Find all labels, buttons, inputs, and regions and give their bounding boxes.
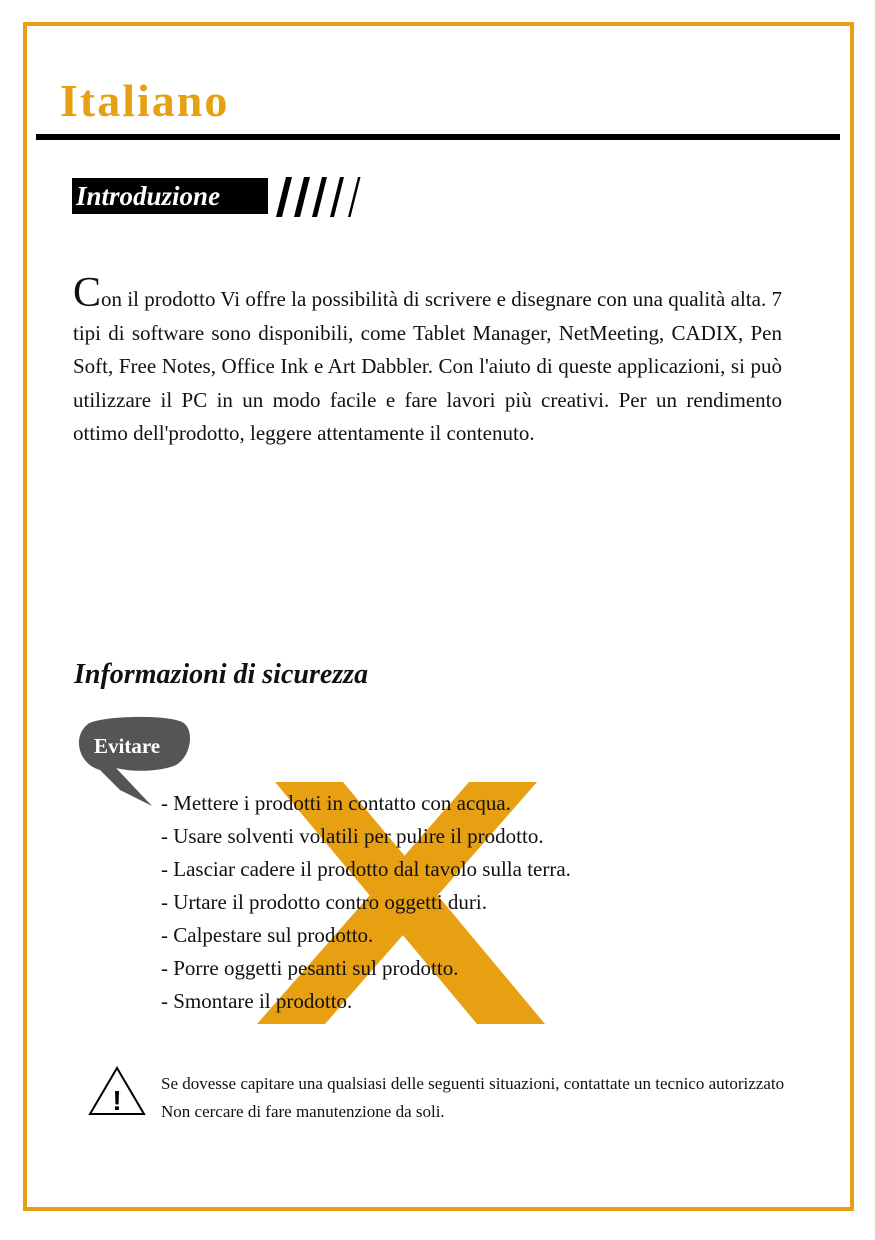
avoid-label: Evitare — [94, 734, 161, 758]
list-item: - Urtare il prodotto contro oggetti duri. — [161, 890, 488, 914]
title-rule — [36, 134, 840, 140]
warning-text: Se dovesse capitare una qualsiasi delle seguenti situazioni, contattate un tecnico autorizzato Non cercare di fare manutenzione da soli. — [161, 1074, 785, 1121]
list-item: - Usare solventi volatili per pulire il prodotto. — [161, 824, 544, 848]
section-label-introduzione: Introduzione — [72, 178, 268, 214]
warning-triangle-icon — [88, 1066, 146, 1116]
avoid-list — [161, 787, 571, 1018]
intro-paragraph — [73, 270, 782, 451]
safety-heading: Informazioni di sicurezza — [74, 659, 369, 690]
language-title: Italiano — [60, 75, 230, 126]
list-item: - Mettere i prodotti in contatto con acqua. — [161, 791, 511, 815]
warning-symbol: ! — [112, 1085, 122, 1116]
list-item: - Porre oggetti pesanti sul prodotto. — [161, 956, 459, 980]
list-item: - Calpestare sul prodotto. — [161, 923, 374, 947]
list-item: - Smontare il prodotto. — [161, 989, 353, 1013]
list-item: - Lasciar cadere il prodotto dal tavolo sulla terra. — [161, 857, 571, 881]
intro-text: on il prodotto Vi offre la possibilità di scrivere e disegnare con una qualità alta. 7 tipi di software sono disponibili, come Tablet Manager, NetMeeting, CADIX, Pen Soft, Free Notes, Office Ink e Art Dabbler. Con l'aiuto di queste applicazioni, si può utilizzare il PC in un modo facile e fare lavori più creativi. Per un rendimento ottimo dell'prodotto, leggere attentamente il contenuto. — [73, 287, 782, 445]
drop-cap: C — [73, 270, 102, 316]
slash-stripes-decoration — [268, 176, 368, 218]
